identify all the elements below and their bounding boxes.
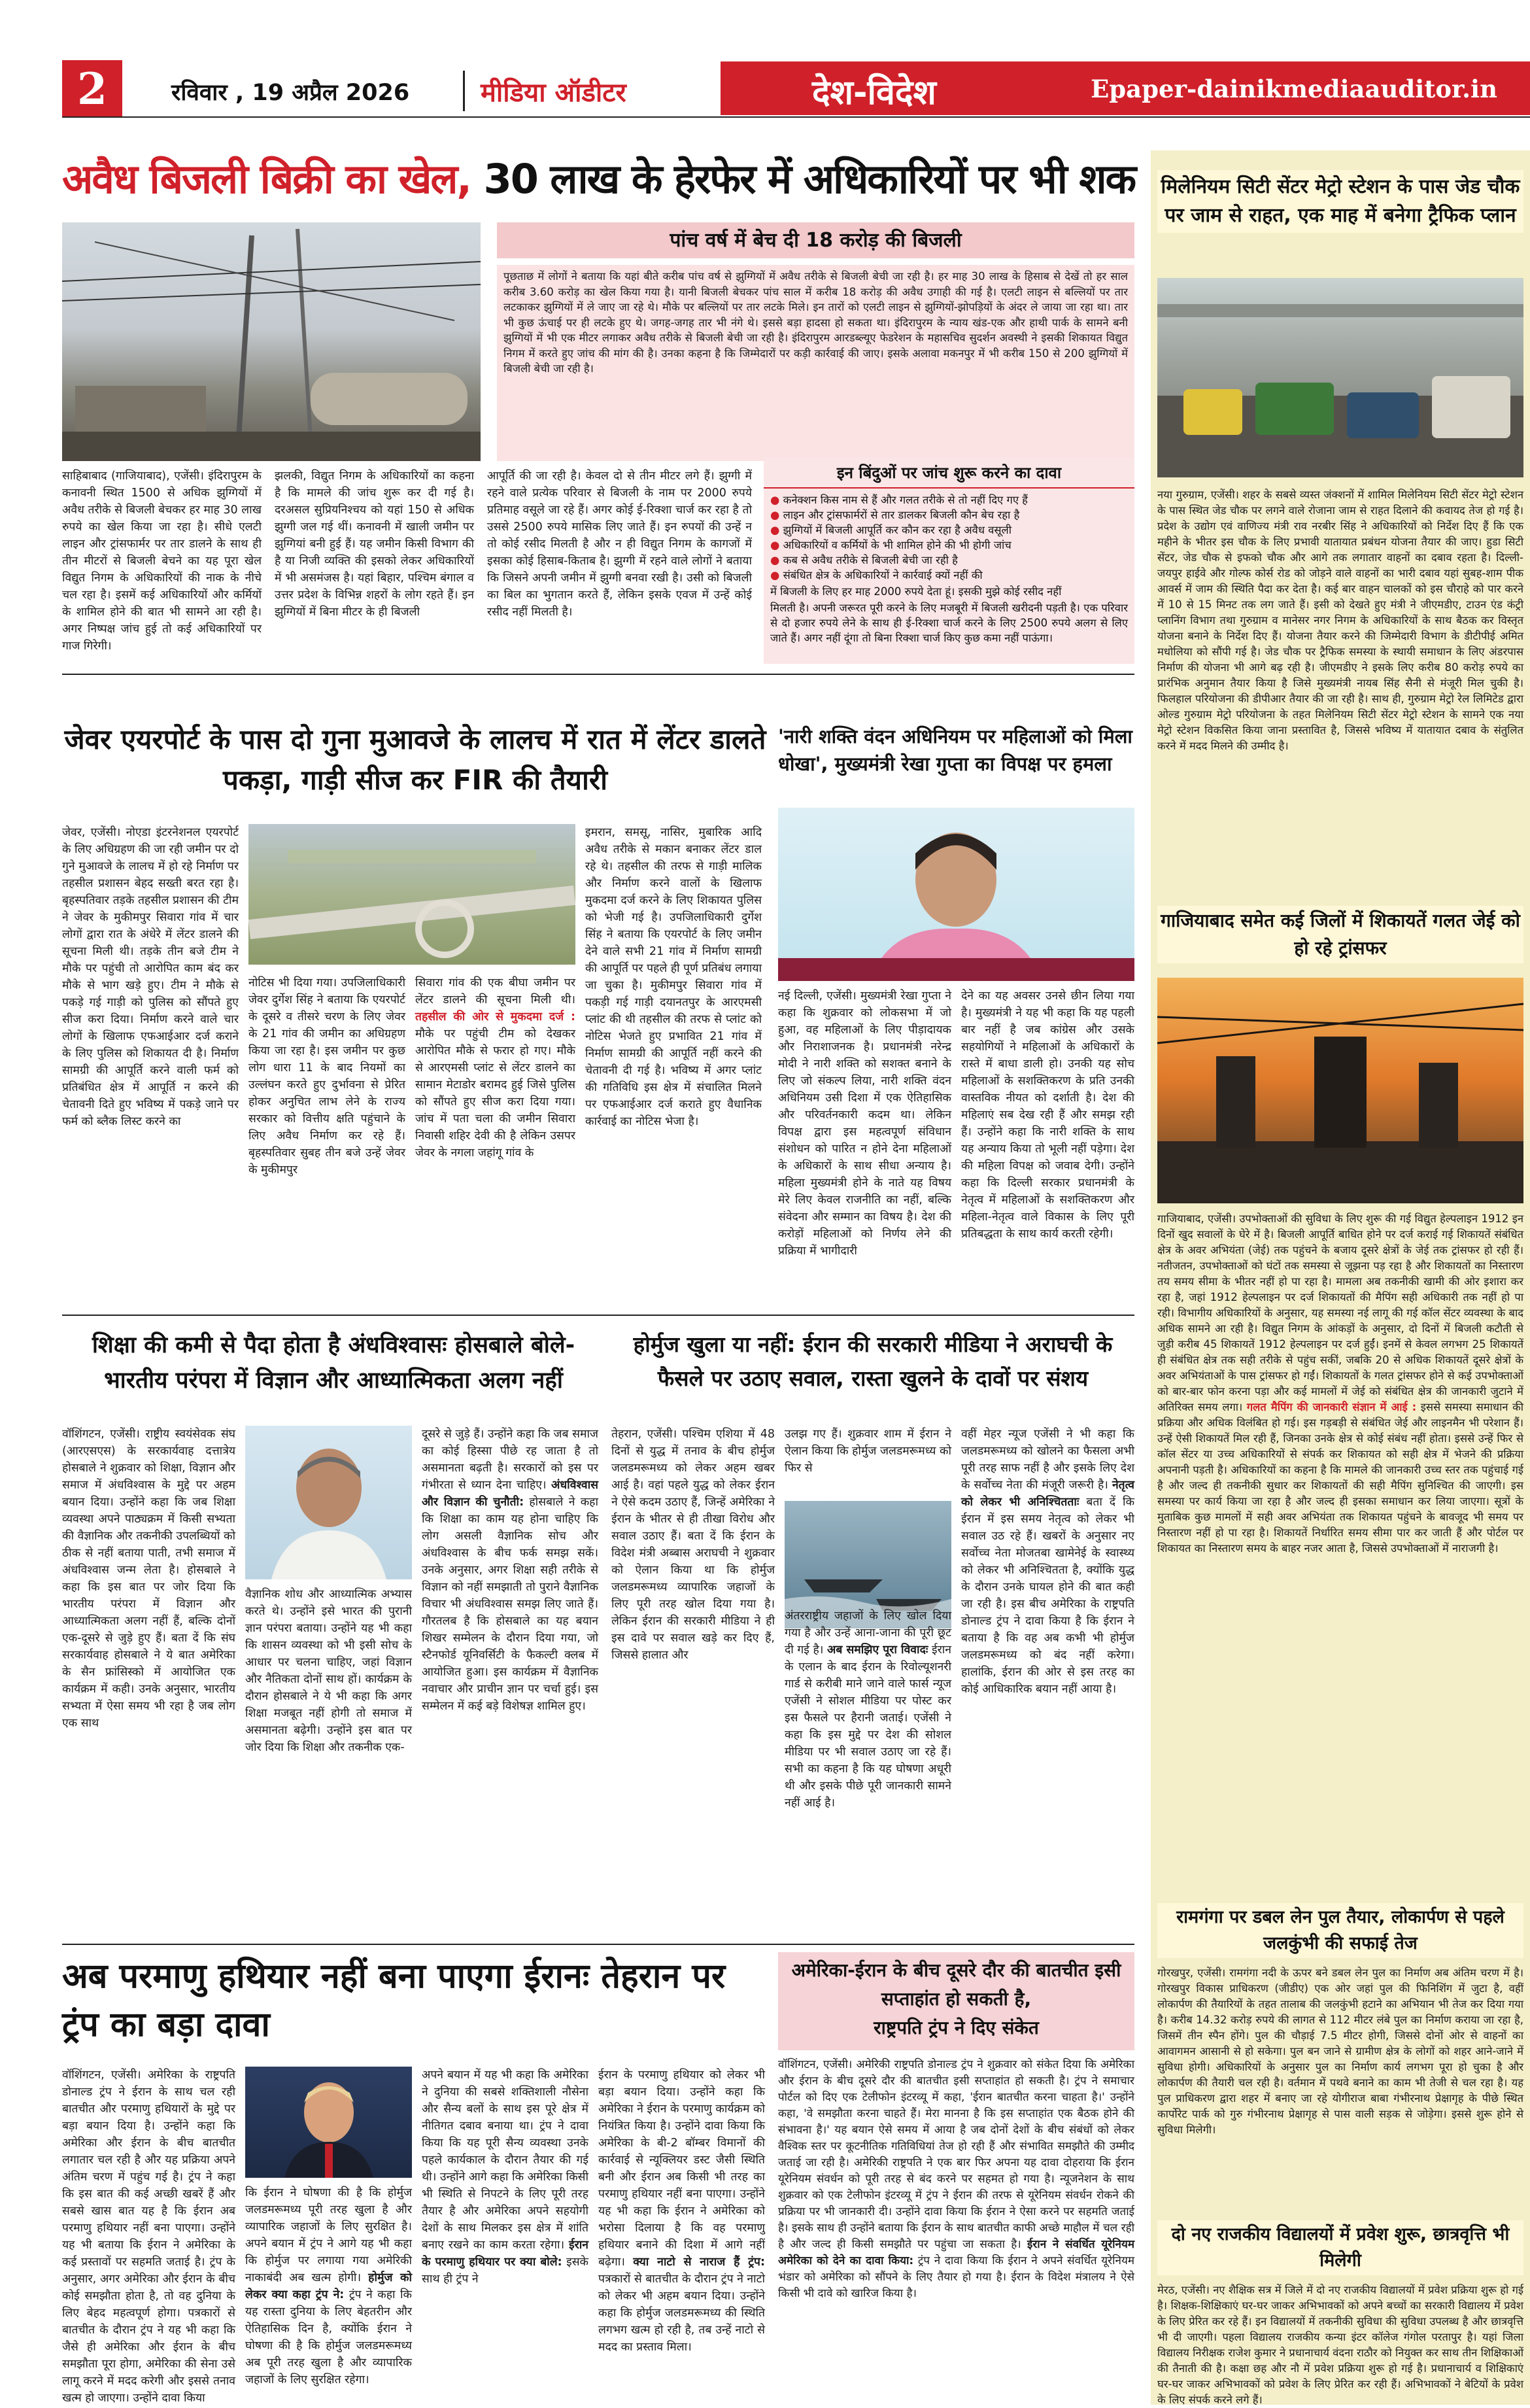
hormuz-col3-text: वहीं मेहर न्यूज एजेंसी ने भी कहा कि जलडमरूमध्य को खोलने का फैसला अभी पूरी तरह साफ नहीं है और इसके लिए देश के सर्वोच्च नेता की मंजूरी जरूरी है। [961,1428,1134,1492]
bullet-item: ● अधिकारियों व कर्मियों के भी शामिल होने की भी होगी जांच [770,539,1012,551]
story1-col2: झलकी, विद्युत निगम के अधिकारियों का कहना है कि मामले की जांच शुरू कर दी गई है। दरअसल सुप्रियनिश्चय को यहां 150 से अधिक झुग्गी जल गई थीं। कनावनी में खाली जमीन पर झुग्गियां बनी हुई हैं। यह जमीन किसी विभाग की है या निजी व्यक्ति की इसको लेकर अधिकारियों में भी असमंजस है। यहां बिहार, पश्चिम बंगाल व उत्तर प्रदेश के विभिन्न शहरों के लोग रहते हैं। इन झुग्गियों में बिना मीटर के ही बिजली [275,470,474,619]
brand-name: मीडिया ऑडीटर [481,78,626,108]
usiran-body [778,2057,1134,2397]
hormuz-col2-text: उलझ गए हैं। शुक्रवार शाम में ईरान ने ऐलान किया कि होर्मुज जलडमरूमध्य को फिर से [785,1428,951,1475]
headline-black-part: 30 लाख के हेरफेर में अधिकारियों पर भी शक [470,155,1136,203]
usiran-headline2: राष्ट्रपति ट्रंप ने दिए संकेत [874,2017,1039,2038]
bullet-item: ● झुग्गियों में बिजली आपूर्ति कर कौन कर रहा है अवैध वसूली [770,524,1012,536]
bullet-item: ● कनेक्शन किस नाम से हैं और गलत तरीके से तो नहीं दिए गए हैं [770,494,1028,506]
jewar-col3 [415,974,575,1305]
hosabale-col3-text: दूसरे से जुड़े हैं। उन्होंने कहा कि जब समाज का कोई हिस्सा पीछे रह जाता है तो असमानता बढ़ती है। सरकारों को इस पर गंभीरता से ध्यान देना चाहिए। [422,1428,598,1492]
page-number: 2 [62,60,122,118]
power-station-photo [1157,978,1523,1203]
trump-col3-text: अपने बयान में यह भी कहा कि अमेरिका ने दुनिया की सबसे शक्तिशाली नौसेना और सैन्य बलों के साथ इस पूरे क्षेत्र में नीतिगत दबाव बनाया था। ट्रंप ने दावा किया कि यह पूरी सैन्य व्यवस्था उनके पहले कार्यकाल के दौरान तैयार की गई थी। उन्होंने आगे कहा कि अमेरिका किसी भी स्थिति से निपटने के लिए पूरी तरह तैयार है और अमेरिका अपने सहयोगी देशों के साथ मिलकर इस क्षेत्र में शांति बनाए रखने का काम करता रहेगा। [422,2069,588,2252]
trump-col2-text: कि ईरान ने घोषणा की है कि होर्मुज जलडमरूमध्य पूरी तरह खुला है और व्यापारिक जहाजों के लिए सुरक्षित है। अपने बयान में ट्रंप ने आगे यह भी कहा कि होर्मुज पर लगाया गया अमेरिकी नाकाबंदी अब खत्म होगी। [245,2186,412,2284]
ghaziabad-subhead: गलत मैपिंग की जानकारी संज्ञान में आई : [1246,1401,1417,1413]
trump-col4-text: ईरान के परमाणु हथियार को लेकर भी बड़ा बयान दिया। उन्होंने कहा कि अमेरिका ने ईरान के परमाणु कार्यक्रम को नियंत्रित किया है। उन्होंने दावा किया कि अमेरिका के बी-2 बॉम्बर विमानों की कार्रवाई से न्यूक्लियर डस्ट जैसी स्थिति बनी और ईरान अब किसी भी तरह का परमाणु हथियार नहीं बना पाएगा। उन्होंने यह भी कहा कि ईरान ने अमेरिका को भरोसा दिलाया है कि वह परमाणु हथियार बनाने की दिशा में आगे नहीं बढ़ेगा। [598,2069,765,2269]
story1-col3: आपूर्ति की जा रही है। केवल दो से तीन मीटर लगे हैं। झुग्गी में रहने वाले प्रत्येक परिवार से बिजली के नाम पर 2000 रुपये प्रतिमाह वसूले जा रहे हैं। अगर कोई ई-रिक्शा चार्ज कर रहा है तो उससे 2500 रुपये मासिक लिए जाते हैं। इन रुपयों की उन्हें न तो कोई रसीद मिलती है और न ही विद्युत निगम के कागजों में इसका कोई हिसाब-किताब है। झुग्गी में रहने वाले लोगों ने बताया कि जिसने अपनी जमीन में झुग्गी बनवा रखी है। उसी को बिजली का बिल का भुगतान करते हैं, लेकिन इसके एवज में उन्हें कोई रसीद नहीं मिलती है। [487,470,752,619]
transformer-illustration [1157,978,1523,1203]
lead-paragraph: पूछताछ में लोगों ने बताया कि यहां बीते करीब पांच वर्ष से झुग्गियों में अवैध तरीके से बिजली बेची जा रही है। हर माह 30 लाख के हिसाब से देखें तो हर साल करीब 3.60 करोड़ का खेल किया गया है। यानी बिजली बेचकर पांच साल में करीब 18 करोड़ की अवैध उगाही की गई है। एलटी लाइन से बल्लियों पर तार लटकाकर झुग्गियों में ले जाए जा रहे थे। मौके पर बल्लियों पर तार लटके मिले। इन तारों को एलटी लाइन से झुग्गियों-झोपड़ियों के अंदर ले जाया जा रहा था। तार भी कुछ ऊंचाई पर ही लटके हुए थे। जगह-जगह तार भी नंगे थे। इससे बड़ा हादसा हो सकता था। इंदिरापुरम के न्याय खंड-एक और हाथी पार्क के सामने बनी झुग्गियों में भी एक मीटर लगाकर अवैध तरीके से बिजली बेची जा रही है। इंदिरापुरम आरडब्ल्यूए फेडरेशन के महासचिव सुदर्शन अवस्थी ने इसकी शिकायत विद्युत निगम में करते हुए जांच की मांग की है। उनका कहना है कि जिम्मेदारों पर कड़ी कार्रवाई की जाए। इसके अलावा मकनपुर में भी करीब 150 से 200 झुग्गियों में बिजली बेची जा रही है। [497,265,1134,461]
hormuz-col3-text2: बता दें कि ईरान में इस समय नेतृत्व को लेकर भी सवाल उठ रहे हैं। खबरों के अनुसार नए सर्वोच्च नेता मोजतबा खामेनेई के स्वास्थ्य को लेकर भी अनिश्चितता है, क्योंकि युद्ध के दौरान उनके घायल होने की बात कही जा रही है। इस बीच अमेरिका के राष्ट्रपति डोनाल्ड ट्रंप ने दावा किया है कि ईरान ने बताया है कि वह अब कभी भी होर्मुज जलडमरूमध्य को बंद नहीं करेगा। हालांकि, ईरान की ओर से इस तरह का कोई आधिकारिक बयान नहीं आया है। [961,1496,1135,1696]
trump-col4-subhead: क्या नाटो से नाराज हैं ट्रंप: [633,2256,765,2269]
schools-body: मेरठ, एजेंसी। नए शैक्षिक सत्र में जिले में दो नए राजकीय विद्यालयों में प्रवेश प्रक्रिया शुरू हो गई है। शिक्षक-शिक्षिकाएं घर-घर जाकर अभिभावकों को अपने बच्चों का सरकारी विद्यालय में प्रवेश के लिए प्रेरित कर रहे हैं। इन विद्यालयों में तकनीकी सुविधा की सुविधा उपलब्ध है और छात्रवृत्ति भी दी जाएगी। पहला विद्यालय राजकीय कन्या इंटर कॉलेज गंगोल परतापुर है। यहां जिला विद्यालय निरीक्षक राजेश कुमार ने प्रधानाचार्य वंदना राठौर को नियुक्त कर साथ तीन शिक्षिकाओं की तैनाती की है। कक्षा छह और नौ में प्रवेश प्रक्रिया शुरू हो गई है। प्रधानाचार्य व शिक्षिकाएं घर-घर जाकर अभिभावकों को प्रवेश के लिए प्रेरित कर रही हैं। अभिभावकों ने बेटियों के प्रवेश के लिए संपर्क करने लगे हैं। [1157,2284,1523,2406]
hosabale-headline: शिक्षा की कमी से पैदा होता है अंधविश्वासः होसबाले बोले-भारतीय परंपरा में विज्ञान और आध्यात्मिकता अलग नहीं [92,1332,575,1394]
box-tail: मिलती है। अपनी जरूरत पूरी करने के लिए मजबूरी में बिजली खरीदनी पड़ती है। एक परिवार से दो हजार रुपये लेने के साथ ही ई-रिक्शा चार्ज करने के लिए 2500 रुपये अलग से लिए जाते हैं। अगर नहीं दूंगा तो बिना रिक्शा चार्ज किए कुछ कमा नहीं पाऊंगा। [770,602,1128,644]
hormuz-col1: तेहरान, एजेंसी। पश्चिम एशिया में 48 दिनों से युद्ध में तनाव के बीच होर्मुज जलडमरूमध्य को लेकर अहम खबर आई है। वहां पहले युद्ध को लेकर ईरान ने ऐसे कदम उठाए हैं, जिन्हें अमेरिका ने ईरान के भीतर से ही तीखा विरोध और सवाल उठाए हैं। बता दें कि ईरान के विदेश मंत्री अब्बास अराघची ने शुक्रवार को ऐलान किया था कि होर्मुज जलडमरूमध्य व्यापारिक जहाजों के लिए पूरी तरह खोल दिया गया है। लेकिन ईरान की सरकारी मीडिया ने ही इस दावे पर सवाल खड़े कर दिए हैं, जिससे हालात और [611,1428,775,1662]
hosabale-col2: वैज्ञानिक शोध और आध्यात्मिक अभ्यास करते थे। उन्होंने इसे भारत की पुरानी ज्ञान परंपरा बताया। उन्होंने यह भी कहा कि शासन व्यवस्था को भी इसी सोच के आधार पर चलना चाहिए, जहां विज्ञान और नैतिकता दोनों साथ हों। कार्यक्रम के दौरान होसबाले ने ये भी कहा कि अगर शिक्षा मजबूत नहीं होगी तो समाज में असमानता बढ़ेगी। उन्होंने इस बात पर जोर दिया कि शिक्षा और तकनीक एक- [245,1588,412,1754]
metro-body: नया गुरुग्राम, एजेंसी। शहर के सबसे व्यस्त जंक्शनों में शामिल मिलेनियम सिटी सेंटर मेट्रो स्टेशन के पास स्थित जेड चौक पर लगने वाले रोजाना जाम से राहत दिलाने की कवायद तेज हो गई है। प्रदेश के उद्योग एवं वाणिज्य मंत्री राव नरबीर सिंह ने अधिकारियों को निर्देश दिए हैं कि एक महीने के भीतर इस चौक के लिए प्रभावी यातायात प्रबंधन योजना तैयार की जाए। हुडा सिटी सेंटर, जेड चौक से इफको चौक और आगे तक लगातार वाहनों का दबाव रहता है। दिल्ली-जयपुर हाईवे और गोल्फ कोर्स रोड को जोड़ने वाले वाहनों का भारी दबाव यहां सुबह-शाम पीक आवर्स में जाम की स्थिति पैदा कर देता है। कई बार वाहन चालकों को इस चौराहे को पार करने में 10 से 15 मिनट तक लग जाते हैं। इसी को देखते हुए मंत्री ने जीएमडीए, टाउन एंड कंट्री प्लानिंग विभाग तथा गुरुग्राम व मानेसर नगर निगम के अधिकारियों के साथ बैठक कर विस्तृत योजना बनाने के निर्देश दिए हैं। योजना तैयार करने की जिम्मेदारी विभाग के डीटीपीई अमित मधोलिया को सौंपी गई है। जेड चौक पर ट्रैफिक समस्या के स्थायी समाधान के लिए अंडरपास निर्माण की योजना भी आगे बढ़ रही है। जीएमडीए ने इसके लिए करीब 80 करोड़ रुपये का प्रारंभिक अनुमान तैयार किया है जिसे मुख्यमंत्री नायब सिंह सैनी से मंजूरी मिल चुकी है। फिलहाल परियोजना की डीपीआर तैयार की जा रही है। साथ ही, गुरुग्राम मेट्रो रेल लिमिटेड द्वारा ओल्ड गुरुग्राम मेट्रो परियोजना के तहत मिलेनियम सिटी सेंटर मेट्रो स्टेशन के सामने एक नया मेट्रो स्टेशन विकसित किया जाना प्रस्तावित है, जिससे भविष्य में यातायात दबाव के संतुलित करने में मदद मिलने की उम्मीद है। [1157,489,1523,752]
trump-headline: अब परमाणु हथियार नहीं बना पाएगा ईरानः तेहरान पर ट्रंप का बड़ा दावा [62,1957,726,2044]
electric-pole-illustration [62,222,481,461]
trump-photo [245,2067,412,2178]
bullet-item: ● संबंधित क्षेत्र के अधिकारियों ने कार्रवाई क्यों नहीं की [770,569,983,581]
hormuz-headline: होर्मुज खुला या नहीं: ईरान की सरकारी मीडिया ने अराघची के फैसले पर उठाए सवाल, रास्ता खुलने के दावों पर संशय [633,1332,1113,1391]
ghaziabad-body [1157,1211,1523,1904]
hosabale-col3-subhead: अंधविश्वास और विज्ञान की चुनौती: [422,1479,598,1509]
hormuz-col3-subhead: नेतृत्व को लेकर भी अनिश्चितताः [961,1479,1134,1509]
hormuz-col2-subhead: अब समझिए पूरा विवादः [826,1643,928,1657]
trump-col3 [422,2067,588,2397]
masthead [0,0,1530,118]
trump-col3-text2: इसके साथ ही ट्रंप ने [422,2256,588,2286]
portrait-illustration [778,808,1134,981]
masthead-underline [62,116,1530,118]
usiran-headline-box [778,1952,1134,2050]
hormuz-col2-text3: ईरान के एलान के बाद ईरान के रिवोल्यूशनरी गार्ड से करीबी माने जाने वाले फार्स न्यूज एजेंसी ने सोशल मीडिया पर पोस्ट कर इस फैसले पर हैरानी जताई। एजेंसी ने कहा कि इस मुद्दे पर देश की सोशल मीडिया पर भी सवाल उठाए जा रहे हैं। सभी का कहना है कि यह घोषणा अधूरी थी और इसके पीछे पूरी जानकारी सामने नहीं आई है। [785,1643,951,1810]
jewar-col2: नोटिस भी दिया गया। उपजिलाधिकारी जेवर दुर्गेश सिंह ने बताया कि एयरपोर्ट के दूसरे व तीसरे चरण के लिए जेवर के 21 गांव की जमीन का अधिग्रहण किया जा रहा है। इस जमीन पर कुछ लोग धारा 11 के बाद नियमों का उल्लंघन करते हुए दुर्भावना से प्रेरित होकर अनुचित लाभ लेने के राज्य सरकार को वित्तीय क्षति पहुंचाने के लिए अवैध निर्माण कर रहे हैं। बृहस्पतिवार सुबह तीन बजे उन्हें जेवर के मुकीमपुर [248,976,405,1177]
jewar-col4: इमरान, समसू, नासिर, मुबारिक आदि अवैध तरीके से मकान बनाकर लेंटर डाल रहे थे। तहसील की तरफ से गाड़ी मालिक और निर्माण करने वालों के खिलाफ मुकदमा दर्ज करने के लिए शिकायत पुलिस को भेजी गई है। उपजिलाधिकारी दुर्गेश सिंह ने बताया कि एयरपोर्ट के लिए जमीन देने वाले सभी 21 गांव में निर्माण सामग्री की आपूर्ति पर पहले ही पूर्ण प्रतिबंध लगाया जा चुका है। मुकीमपुर सिवारा गांव में पकड़ी गई गाड़ी दयानतपुर के आरएमसी प्लांट की थी तहसील की तरफ से प्लांट को नोटिस भेजते हुए प्रभावित 21 गांव में निर्माण सामग्री की आपूर्ति नहीं करने की चेतावनी दी गई है। भविष्य में अगर प्लांट की गतिविधि इस क्षेत्र में संचालित मिलने पर एफआईआर दर्ज कराते हुए वैधानिक कार्रवाई का नोटिस भेजा है। [585,826,762,1128]
jewar-col3-text2: मौके पर पहुंची टीम को देखकर आरोपित मौके से फरार हो गए। मौके से आरएमसी प्लांट से लेंटर डालने का सामान मेटाडोर बरामद हुई जिसे पुलिस को सौंपते हुए सीज करा दिया गया। जांच में पता चला की जमीन सिवारा निवासी शहिर देवी की है लेकिन उसपर जेवर के नगला जहांगू गांव के [415,1027,575,1160]
masthead-divider [463,71,465,111]
usiran-text2: ट्रंप ने दावा किया कि ईरान ने अपने संवर्धित यूरेनियम भंडार को अमेरिका को सौंपने के लिए तैयार हो गया है। ईरान के विदेश मंत्रालय ने ऐसे किसी भी दावे को खारिज किया है। [778,2254,1134,2300]
photo-spacer [785,1477,951,1608]
hosabale-col3 [422,1426,598,1936]
airport-aerial-photo [248,824,575,965]
rekha-gupta-photo [778,808,1134,981]
section-rule [62,1315,1134,1316]
box-title: इन बिंदुओं पर जांच शुरू करने का दावा [764,458,1134,489]
traffic-photo [1157,278,1523,477]
ghaziabad-headline: गाजियाबाद समेत कई जिलों में शिकायतें गलत जेई को हो रहे ट्रांसफर [1157,906,1523,963]
trump-col2-text2: ट्रंप ने कहा कि यह रास्ता दुनिया के लिए बेहतरीन और ऐतिहासिक दिन है, क्योंकि ईरान ने घोषणा की है कि होर्मुज जलडमरूमध्य अब पूरी तरह खुला है और व्यापारिक जहाजों के लिए सुरक्षित रहेगा। [245,2288,412,2386]
subhead-banner: पांच वर्ष में बेच दी 18 करोड़ की बिजली [497,222,1134,258]
ghaziabad-para1: गाजियाबाद, एजेंसी। उपभोक्ताओं की सुविधा के लिए शुरू की गई विद्युत हेल्पलाइन 1912 इन दिनों खुद सवालों के घेरे में है। बिजली आपूर्ति बाधित होने पर दर्ज कराई गई शिकायतें संबंधित क्षेत्र के अवर अभियंता (जेई) तक पहुंचने के बजाय दूसरे क्षेत्रों के जेई तक ट्रांसफर हो रही हैं। नतीजतन, उपभोक्ताओं को घंटों तक समस्या से जूझना पड़ रहा है और शिकायतों का निस्तारण तय समय सीमा के भीतर नहीं हो पा रहा है। मामला अब तकनीकी खामी की ओर इशारा कर रहा है, जहां 1912 हेल्पलाइन पर दर्ज शिकायतों की मैपिंग सही अधिकारी तक नहीं हो पा रही। विभागीय अधिकारियों के अनुसार, यह समस्या नई लागू की गई कॉल सेंटर व्यवस्था के बाद अधिक सामने आ रही है। विद्युत निगम के आंकड़ों के अनुसार, दो दिनों में बिजली कटौती से जुड़ी करीब 45 शिकायतें 1912 हेल्पलाइन पर दर्ज हुईं। इनमें से केवल लगभग 25 शिकायतें ही संबंधित क्षेत्र तक सही तरीके से पहुंच सकीं, जबकि 20 से अधिक शिकायतें दूसरे क्षेत्रों के अवर अभियंताओं के पास ट्रांसफर हो गईं। शिकायतों के गलत ट्रांसफर होने से कई उपभोक्ताओं को बार-बार फोन करना पड़ा और कई मामलों में जेई को संबंधित क्षेत्र की जानकारी जुटाने में अतिरिक्त समय लगा। [1157,1213,1523,1413]
rekha-headline: 'नारी शक्ति वंदन अधिनियम पर महिलाओं को मिला धोखा', मुख्यमंत्री रेखा गुप्ता का विपक्ष पर हमला [778,725,1132,775]
ghaziabad-para2: इससे समस्या समाधान की प्रक्रिया और अधिक विलंबित हो गई। इस गड़बड़ी से संबंधित जेई और लाइनमैन भी परेशान हैं। उन्हें ऐसी शिकायतें मिल रही हैं, जिनका उनके क्षेत्र से कोई संबंध नहीं होता। इससे उन्हें फिर से कॉल सेंटर या उच्च अधिकारियों से संपर्क कर शिकायत को सही क्षेत्र में भेजने की प्रक्रिया अपनानी पड़ती है। अधिकारियों का कहना है कि मामले की जानकारी उच्च स्तर तक पहुंचाई गई है और जल्द ही तकनीकी सुधार कर शिकायतों की सही मैपिंग सुनिश्चित की जाएगी। इस समस्या पर कार्य किया जा रहा है और जल्द ही इसका समाधान कर लिया जाएगा। सूत्रों के मुताबिक कुछ मामलों में सही अवर अभियंता तक शिकायत पहुंचने के बावजूद भी समय पर निस्तारण नहीं हो पा रहा है। शिकायतें निर्धारित समय सीमा पार कर जाती हैं और पोर्टल पर शिकायत का निस्तारण समय के बाहर नजर आता है, जिससे उपभोक्ताओं में नाराजगी है। [1157,1401,1524,1555]
jewar-headline: जेवर एयरपोर्ट के पास दो गुना मुआवजे के लालच में रात में लेंटर डालते पकड़ा, गाड़ी सीज कर FIR की तैयारी [64,723,766,796]
section-banner [721,61,1530,115]
jewar-col3-subhead: तहसील की ओर से मुकदमा दर्ज : [415,1010,575,1023]
issue-date: रविवार , 19 अप्रैल 2026 [171,80,410,106]
section-rule [62,674,1134,675]
bullet-list [764,489,1134,583]
story1-col1: साहिबाबाद (गाजियाबाद), एजेंसी। इंदिरापुरम के कनावनी स्थित 1500 से अधिक झुग्गियों में अवैध तरीके से बिजली बेचकर हर माह 30 लाख रुपये का खेल किया जा रहा है। सीधे एलटी लाइन और ट्रांसफार्मर पर तार डालने के साथ ही तीन मीटरों से बिजली बेचने का यह पूरा खेल विद्युत निगम के अधिकारियों की नाक के नीचे चल रहा है। इसमें कई अधिकारियों और कर्मियों के शामिल होने की बात भी सामने आ रही है। अगर निष्पक्ष जांच हुई तो कई अधिकारियों पर गाज गिरेगी। [62,470,262,653]
epaper-url[interactable]: Epaper-dainikmediaauditor.in [1091,75,1497,103]
ramganga-body: गोरखपुर, एजेंसी। रामगंगा नदी के ऊपर बने डबल लेन पुल का निर्माण अब अंतिम चरण में है। गोरखपुर विकास प्राधिकरण (जीडीए) एक ओर जहां पुल की फिनिशिंग में जुटा है, वहीं लोकार्पण की तैयारियों के तहत तालाब की जलकुंभी हटाने का अभियान भी तेज कर दिया गया है। करीब 14.32 करोड़ रुपये की लागत से 112 मीटर लंबे पुल का निर्माण कराया जा रहा है, जिसमें तीन स्पैन होंगे। पुल की चौड़ाई 7.5 मीटर होगी, जिससे दोनों ओर से वाहनों का आवागमन आसानी से हो सकेगा। पुल बन जाने से ग्रामीण क्षेत्र के लोगों को शहर आने-जाने में सुविधा होगी। अधिकारियों के अनुसार पुल का निर्माण कार्य लगभग पूरा हो चुका है और लोकार्पण की तैयारी चल रही है। वर्तमान में पथवे बनाने का काम भी तेजी से चल रहा है। यह पुल प्राधिकरण द्वारा शहर में बनाए जा रहे योगीराज बाबा गंभीरनाथ प्रेक्षागृह के पीछे स्थित कार्पोरेट पार्क को गुरु गंभीरनाथ प्रेक्षागृह से पास वाली सड़क से जोड़ेगा। इससे शुरू होने से सुविधा मिलेगी। [1157,1967,1523,2136]
trump-col1: वॉशिंगटन, एजेंसी। अमेरिका के राष्ट्रपति डोनाल्ड ट्रंप ने ईरान के साथ चल रही बातचीत और परमाणु हथियारों के मुद्दे पर बड़ा बयान दिया है। उन्होंने कहा कि अमेरिका और ईरान के बीच बातचीत लगातार चल रही है और यह प्रक्रिया अपने अंतिम चरण में पहुंच गई है। ट्रंप ने कहा कि इस बात की कई अच्छी खबरें हैं और सबसे खास बात यह है कि ईरान अब परमाणु हथियार नहीं बना पाएगा। उन्होंने यह भी बताया कि ईरान ने अमेरिका के कई प्रस्तावों पर सहमति जताई है। ट्रंप के अनुसार, अगर अमेरिका और ईरान के बीच कोई समझौता होता है, तो वह दुनिया के लिए बेहद महत्वपूर्ण होगा। पत्रकारों से बातचीत के दौरान ट्रंप ने यह भी कहा कि जैसे ही अमेरिका और ईरान के बीच समझौता पूरा होगा, अमेरिका की सेना उसे लागू करने में मदद करेगी और इससे तनाव खत्म हो जाएगा। उन्होंने दावा किया [62,2069,235,2405]
jewar-col1: जेवर, एजेंसी। नोएडा इंटरनेशनल एयरपोर्ट के लिए अधिग्रहण की जा रही जमीन पर दो गुने मुआवजे के लालच में हो रहे निर्माण पर तहसील प्रशासन बेहद सख्ती बरत रहा है। बृहस्पतिवार तड़के तहसील प्रशासन की टीम ने जेवर के मुकीमपुर सिवारा गांव में चार लोगों द्वारा रात के अंधेरे में लेंटर डालने की सूचना मिली थी। तड़के तीन बजे टीम ने मौके पर पहुंची तो आरोपित काम बंद कर मौके से भाग खड़े हुए। टीम ने मौके से पकड़े गई गाड़ी को पुलिस को सौंपते हुए सीज करा दिया। निर्माण करने वाले चार लोगों के खिलाफ एफआईआर दर्ज कराने के लिए पुलिस को शिकायत दी है। निर्माण सामग्री की आपूर्ति करने वाली फर्म को प्रतिबंधित क्षेत्र में आपूर्ति न करने की चेतावनी दिते हुए भविष्य में पकड़े जाने पर फर्म को ब्लैक लिस्ट करने का [62,826,239,1128]
schools-headline: दो नए राजकीय विद्यालयों में प्रवेश शुरू, छात्रवृत्ति भी मिलेगी [1157,2220,1523,2275]
headline-illegal-electricity [62,150,1134,205]
section-title: देश-विदेश [812,73,936,112]
airport-illustration [248,824,575,965]
traffic-jam-illustration [1157,278,1523,477]
section-rule [62,1944,1134,1945]
electricity-photo [62,222,481,461]
portrait-illustration [245,2067,412,2178]
trump-col4-text2: पत्रकारों से बातचीत के दौरान ट्रंप ने नाटो को लेकर भी अहम बयान दिया। उन्होंने कहा कि होर्मुज जलडमरूमध्य की स्थिति लगभग खत्म हो रही है, तब उन्हें नाटो से मदद का प्रस्ताव मिला। [598,2273,765,2354]
rekha-col2: देने का यह अवसर उनसे छीन लिया गया है। मुख्यमंत्री ने यह भी कहा कि यह पहली बार नहीं है जब कांग्रेस और उसके सहयोगियों ने महिलाओं के अधिकारों के रास्ते में बाधा डाली हो। उनकी यह सोच महिलाओं के सशक्तिकरण के प्रति उनकी वास्तविक नीयत को दर्शाती है। देश की महिलाएं सब देख रही हैं और समझ रही हैं। उन्होंने कहा कि नारी शक्ति के साथ यह अन्याय किया तो भूली नहीं पड़ेगा। देश की महिला विपक्ष को जवाब देगी। उन्होंने कहा कि दिल्ली सरकार प्रधानमंत्री के नेतृत्व में महिलाओं के सशक्तिकरण और महिला-नेतृत्व वाले विकास के लिए पूरी प्रतिबद्धता के साथ कार्य करती रहेगी। [961,989,1134,1241]
headline-red-part: अवैध बिजली बिक्री का खेल, [62,155,471,203]
rekha-col1: नई दिल्ली, एजेंसी। मुख्यमंत्री रेखा गुप्ता ने कहा कि शुक्रवार को लोकसभा में जो हुआ, वह महिलाओं के लिए पीड़ादायक और निराशाजनक है। प्रधानमंत्री नरेन्द्र मोदी ने नारी शक्ति को सशक्त बनाने के लिए जो संकल्प लिया, नारी शक्ति वंदन अधिनियम उसी दिशा में एक ऐतिहासिक और परिवर्तनकारी कदम था। लेकिन विपक्ष द्वारा इस महत्वपूर्ण संविधान संशोधन को पारित न होने देना महिलाओं के अधिकारों के साथ सीधा अन्याय है। महिला मुख्यमंत्री होने के नाते यह विषय मेरे लिए केवल राजनीति का नहीं, बल्कि संवेदना और सम्मान का विषय है। देश की करोड़ों महिलाओं को निर्णय लेने की प्रक्रिया में भागीदारी [778,989,951,1258]
hosabale-col3-text2: होसबाले ने कहा कि शिक्षा का काम यह होना चाहिए कि लोग असली वैज्ञानिक सोच और अंधविश्वास के बीच फर्क समझ सकें। उनके अनुसार, अगर शिक्षा सही तरीके से विज्ञान को नहीं समझाती तो पुराने वैज्ञानिक विचार भी अंधविश्वास समझ लिए जाते हैं। गौरतलब है कि होसबाले का यह बयान शिखर सम्मेलन के दौरान दिया गया, जो स्टैनफोर्ड यूनिवर्सिटी के फैकल्टी क्लब में आयोजित हुआ। इस कार्यक्रम में वैज्ञानिक नवाचार और प्राचीन ज्ञान पर चर्चा हुई। इस सम्मेलन में कई बड़े विशेषज्ञ शामिल हुए। [422,1496,598,1713]
trump-col3-subhead: ईरान के परमाणु हथियार पर क्या बोले: [422,2239,588,2269]
investigation-box [764,458,1134,664]
hosabale-photo [245,1426,412,1579]
metro-headline: मिलेनियम सिटी सेंटर मेट्रो स्टेशन के पास जेड चौक पर जाम से राहत, एक माह में बनेगा ट्रैफिक प्लान [1157,170,1523,233]
ramganga-headline: रामगंगा पर डबल लेन पुल तैयार, लोकार्पण से पहले जलकुंभी की सफाई तेज [1157,1903,1523,1958]
jewar-col3-text: सिवारा गांव की एक बीघा जमीन पर लेंटर डालने की सूचना मिली थी। [415,976,575,1006]
hormuz-col3 [961,1426,1134,1936]
trump-col2 [245,2184,412,2397]
hormuz-col2 [785,1426,951,1936]
usiran-text: वॉशिंगटन, एजेंसी। अमेरिकी राष्ट्रपति डोनाल्ड ट्रंप ने शुक्रवार को संकेत दिया कि अमेरिका और ईरान के बीच दूसरे दौर की बातचीत इसी सप्ताहांत हो सकती है। ट्रंप ने समाचार पोर्टल को दिए एक टेलीफोन इंटरव्यू में कहा, 'ईरान बातचीत करना चाहता है।' उन्होंने कहा, 'वे समझौता करना चाहते हैं। मेरा मानना है कि इस सप्ताहांत एक बैठक होने की संभावना है।' यह बयान ऐसे समय में आया है जब दोनों देशों के बीच संबंधों को लेकर वैश्विक स्तर पर कूटनीतिक गतिविधियां तेज हो रही हैं और संभावित समझौते की उम्मीद जताई जा रही है। अमेरिकी राष्ट्रपति ने एक बार फिर अपना यह दावा दोहराया कि ईरान यूरेनियम संवर्धन को पूरी तरह से बंद करने पर सहमत हो गया है। न्यूजनेशन के साथ शुक्रवार को एक टेलीफोन इंटरव्यू में ट्रंप ने ईरान की तरफ से यूरेनियम संवर्धन रोकने की प्रक्रिया पर भी जानकारी दी। उन्होंने दावा किया कि ईरान ने ऐसा करने पर सहमति जताई है। इसके साथ ही उन्होंने बताया कि ईरान के साथ बातचीत काफी अच्छे माहौल में चल रही है और जल्द ही किसी समझौते पर पहुंचा जा सकता है। [778,2058,1134,2251]
box-intro: में बिजली के लिए हर माह 2000 रुपये देता हूं। इसकी मुझे कोई रसीद नहीं [770,585,1062,598]
trump-col4 [598,2067,765,2397]
hosabale-col1: वॉशिंगटन, एजेंसी। राष्ट्रीय स्वयंसेवक संघ (आरएसएस) के सरकार्यवाह दत्तात्रेय होसबाले ने शुक्रवार को शिक्षा, विज्ञान और समाज में अंधविश्वास के मुद्दे पर अहम बयान दिया। उन्होंने कहा कि जब शिक्षा व्यवस्था अपने पाठ्यक्रम में किसी सभ्यता की वैज्ञानिक और तकनीकी उपलब्धियों को ठीक से नहीं बताया पाती, तभी समाज में अंधविश्वास जन्म लेता है। होसबाले ने कहा कि इस बात पर जोर दिया कि भारतीय परंपरा में विज्ञान और आध्यात्मिकता अलग नहीं हैं, बल्कि दोनों एक-दूसरे से जुड़े हुए हैं। बता दें कि संघ सरकार्यवाह होसबाले ने ये बात अमेरिका के सैन फ्रांसिस्को में आयोजित एक कार्यक्रम में कही। उनके अनुसार, भारतीय सभ्यता में ऐसा समय भी रहा है जब लोग एक साथ [62,1428,235,1730]
usiran-headline: अमेरिका-ईरान के बीच दूसरे दौर की बातचीत इसी सप्ताहांत हो सकती है, [791,1959,1121,2010]
usiran-subhead: ईरान ने संवर्धित यूरेनियम अमेरिका को देने का दावा किया: [778,2238,1135,2267]
bullet-item: ● लाइन और ट्रांसफार्मरों से तार डालकर बिजली कौन बेच रहा है [770,509,1020,521]
trump-col2-subhead: होर्मुज को लेकर क्या कहा ट्रंप ने: [245,2271,412,2301]
hormuz-col2-text2: अंतरराष्ट्रीय जहाजों के लिए खोल दिया गया है और उन्हें आना-जाना की पूरी छूट दी गई है। [785,1609,951,1657]
portrait-illustration [245,1426,412,1579]
bullet-item: ● कब से अवैध तरीके से बिजली बेची जा रही है [770,554,958,566]
